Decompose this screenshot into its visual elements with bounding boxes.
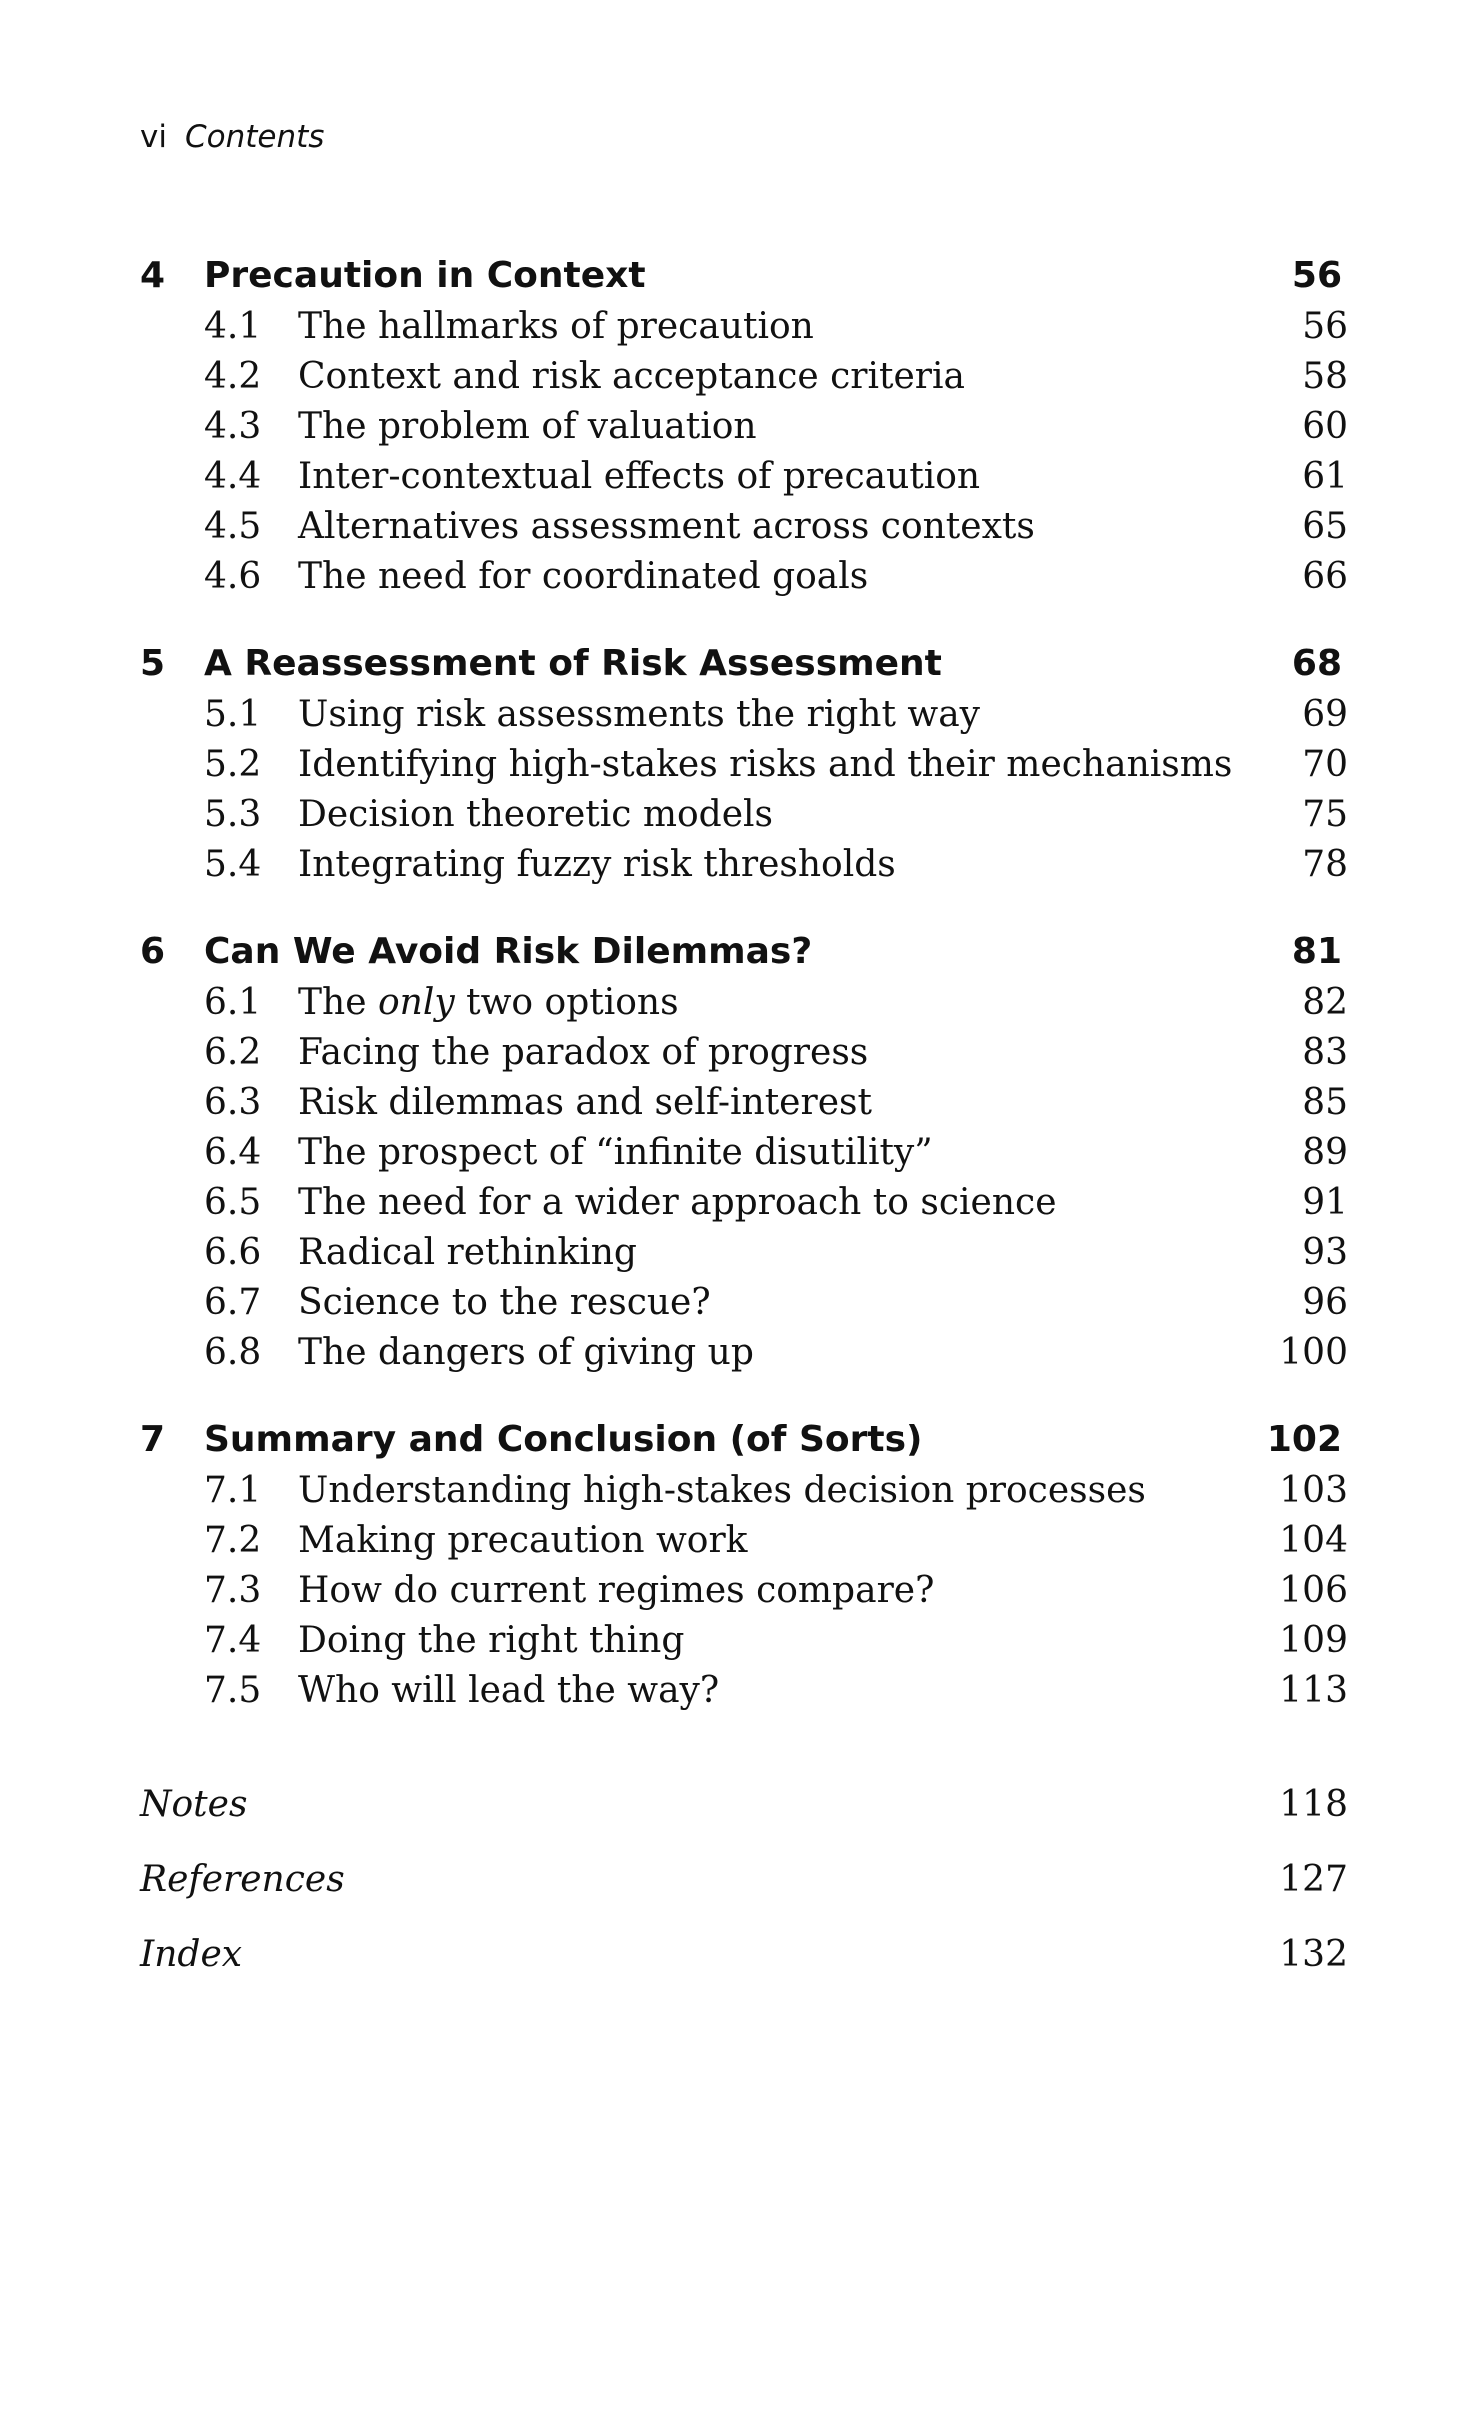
section-title: Inter-contextual effects of precaution (298, 456, 981, 497)
backmatter-references[interactable] (140, 1855, 1348, 1930)
section-number: 7.4 (204, 1620, 262, 1661)
section-title: Using risk assessments the right way (298, 694, 981, 735)
section-page: 106 (1279, 1570, 1348, 1611)
section-title: Alternatives assessment across contexts (298, 506, 1035, 547)
section-number: 4.5 (204, 506, 262, 547)
section-title: How do current regimes compare? (298, 1570, 935, 1611)
chapter-5 (140, 638, 1348, 890)
section-title-emphasis: only (377, 982, 455, 1023)
section-page: 70 (1302, 744, 1348, 785)
toc-entry[interactable] (140, 1616, 1348, 1666)
chapter-page: 56 (1291, 255, 1342, 296)
section-title: Context and risk acceptance criteria (298, 356, 965, 397)
section-number: 6.6 (204, 1232, 262, 1273)
chapter-heading[interactable] (140, 638, 1348, 690)
backmatter-page: 118 (1279, 1784, 1348, 1825)
section-number: 6.4 (204, 1132, 262, 1173)
section-list (140, 978, 1348, 1378)
section-title: Radical rethinking (298, 1232, 637, 1273)
chapter-page: 102 (1266, 1419, 1342, 1460)
section-number: 6.5 (204, 1182, 262, 1223)
section-title-pre: The (298, 982, 378, 1023)
table-of-contents (140, 250, 1348, 1752)
running-head-title: Contents (184, 119, 325, 155)
running-head (140, 115, 324, 159)
toc-entry[interactable] (140, 1566, 1348, 1616)
section-title: Understanding high-stakes decision processes (298, 1470, 1146, 1511)
toc-entry[interactable] (140, 302, 1348, 352)
chapter-6 (140, 926, 1348, 1378)
section-page: 65 (1302, 506, 1348, 547)
section-number: 5.3 (204, 794, 262, 835)
toc-entry[interactable] (140, 1666, 1348, 1716)
section-title: The dangers of giving up (298, 1332, 754, 1373)
section-number: 6.1 (204, 982, 262, 1023)
backmatter-page: 127 (1279, 1859, 1348, 1900)
section-page: 104 (1279, 1520, 1348, 1561)
section-page: 83 (1302, 1032, 1348, 1073)
chapter-page: 68 (1291, 643, 1342, 684)
section-page: 60 (1302, 406, 1348, 447)
toc-entry[interactable] (140, 978, 1348, 1028)
section-title: Who will lead the way? (298, 1670, 720, 1711)
section-title: Identifying high-stakes risks and their mechanisms (298, 744, 1233, 785)
toc-entry[interactable] (140, 1228, 1348, 1278)
section-number: 5.1 (204, 694, 262, 735)
chapter-title: Can We Avoid Risk Dilemmas? (204, 931, 813, 972)
section-page: 96 (1302, 1282, 1348, 1323)
section-number: 5.2 (204, 744, 262, 785)
toc-entry[interactable] (140, 1466, 1348, 1516)
toc-entry[interactable] (140, 1178, 1348, 1228)
section-title: The problem of valuation (298, 406, 757, 447)
section-page: 69 (1302, 694, 1348, 735)
toc-entry[interactable] (140, 1328, 1348, 1378)
chapter-number: 5 (140, 643, 166, 684)
chapter-number: 7 (140, 1419, 166, 1460)
chapter-title: Summary and Conclusion (of Sorts) (204, 1419, 923, 1460)
toc-entry[interactable] (140, 1128, 1348, 1178)
section-number: 6.2 (204, 1032, 262, 1073)
section-title: The hallmarks of precaution (298, 306, 814, 347)
toc-entry[interactable] (140, 840, 1348, 890)
section-page: 113 (1279, 1670, 1348, 1711)
chapter-heading[interactable] (140, 1414, 1348, 1466)
section-title: The need for coordinated goals (298, 556, 869, 597)
section-page: 100 (1279, 1332, 1348, 1373)
section-title: Facing the paradox of progress (298, 1032, 869, 1073)
backmatter-notes[interactable] (140, 1780, 1348, 1855)
chapter-7 (140, 1414, 1348, 1716)
toc-entry[interactable] (140, 502, 1348, 552)
toc-entry[interactable] (140, 690, 1348, 740)
section-title: Risk dilemmas and self-interest (298, 1082, 872, 1123)
section-number: 4.2 (204, 356, 262, 397)
section-page: 82 (1302, 982, 1348, 1023)
section-number: 7.5 (204, 1670, 262, 1711)
toc-entry[interactable] (140, 352, 1348, 402)
toc-entry[interactable] (140, 1078, 1348, 1128)
section-number: 7.3 (204, 1570, 262, 1611)
chapter-number: 6 (140, 931, 166, 972)
toc-entry[interactable] (140, 790, 1348, 840)
chapter-title: A Reassessment of Risk Assessment (204, 643, 942, 684)
section-number: 6.3 (204, 1082, 262, 1123)
section-list (140, 1466, 1348, 1716)
section-title: Integrating fuzzy risk thresholds (298, 844, 896, 885)
section-number: 4.4 (204, 456, 262, 497)
backmatter-title: Index (140, 1934, 243, 1975)
section-title-post: two options (454, 982, 679, 1023)
chapter-4 (140, 250, 1348, 602)
toc-entry[interactable] (140, 1278, 1348, 1328)
section-page: 85 (1302, 1082, 1348, 1123)
section-list (140, 690, 1348, 890)
backmatter-title: Notes (140, 1784, 248, 1825)
section-title: Science to the rescue? (298, 1282, 711, 1323)
section-number: 4.6 (204, 556, 262, 597)
section-number: 4.1 (204, 306, 262, 347)
page-folio: vi (140, 119, 167, 155)
section-list (140, 302, 1348, 602)
section-page: 58 (1302, 356, 1348, 397)
section-title: Decision theoretic models (298, 794, 774, 835)
chapter-number: 4 (140, 255, 166, 296)
backmatter-page: 132 (1279, 1934, 1348, 1975)
section-page: 56 (1302, 306, 1348, 347)
section-number: 4.3 (204, 406, 262, 447)
section-page: 91 (1302, 1182, 1348, 1223)
chapter-page: 81 (1291, 931, 1342, 972)
section-number: 7.1 (204, 1470, 262, 1511)
section-title (298, 978, 1238, 1028)
section-title: The need for a wider approach to science (298, 1182, 1057, 1223)
section-page: 61 (1302, 456, 1348, 497)
section-number: 5.4 (204, 844, 262, 885)
section-title: The prospect of “infinite disutility” (298, 1132, 933, 1173)
backmatter-index[interactable] (140, 1930, 1348, 2005)
section-number: 7.2 (204, 1520, 262, 1561)
section-number: 6.8 (204, 1332, 262, 1373)
toc-entry[interactable] (140, 452, 1348, 502)
toc-entry[interactable] (140, 740, 1348, 790)
chapter-heading[interactable] (140, 250, 1348, 302)
toc-entry[interactable] (140, 1516, 1348, 1566)
toc-entry[interactable] (140, 402, 1348, 452)
chapter-heading[interactable] (140, 926, 1348, 978)
backmatter-list (140, 1780, 1348, 2005)
section-page: 66 (1302, 556, 1348, 597)
toc-entry[interactable] (140, 1028, 1348, 1078)
section-page: 93 (1302, 1232, 1348, 1273)
section-page: 103 (1279, 1470, 1348, 1511)
section-number: 6.7 (204, 1282, 262, 1323)
chapter-title: Precaution in Context (204, 255, 646, 296)
section-title: Doing the right thing (298, 1620, 685, 1661)
section-page: 75 (1302, 794, 1348, 835)
toc-entry[interactable] (140, 552, 1348, 602)
section-page: 78 (1302, 844, 1348, 885)
backmatter-title: References (140, 1859, 345, 1900)
section-page: 109 (1279, 1620, 1348, 1661)
section-page: 89 (1302, 1132, 1348, 1173)
section-title: Making precaution work (298, 1520, 748, 1561)
